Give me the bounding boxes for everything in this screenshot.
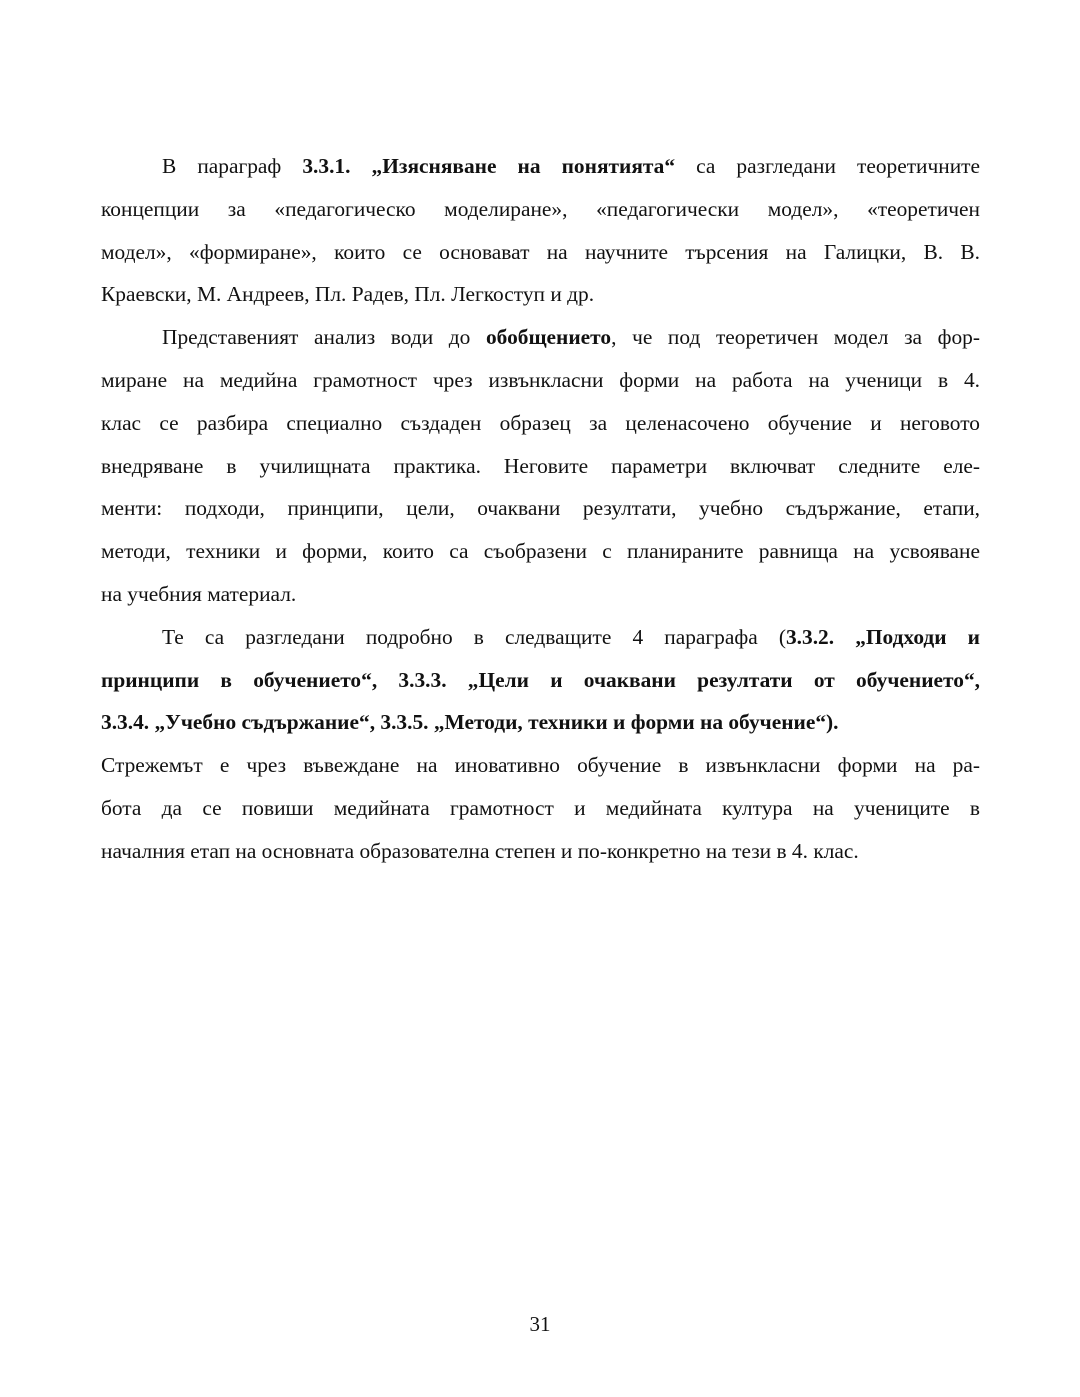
body-text xyxy=(101,145,980,873)
text-run: на учебния материал. xyxy=(101,581,297,606)
paragraph-1-line-3 xyxy=(101,231,980,274)
paragraph-2-line-1 xyxy=(101,316,980,359)
text-run: клас се разбира специално създаден образец за целенасочено обучение и неговото xyxy=(101,410,980,435)
bold-text-run: принципи в обучението“, 3.3.3. „Цели и очаквани резултати от обучението“, xyxy=(101,667,980,692)
paragraph-2-line-3 xyxy=(101,402,980,445)
text-run: методи, техники и форми, които са съобразени с планираните равнища на усвояване xyxy=(101,539,980,564)
paragraph-3-line-3 xyxy=(101,701,980,744)
bold-text-run: обобщението xyxy=(485,325,612,350)
text-run: началния етап на основната образователна степен и по-конкретно на тези в 4. клас. xyxy=(101,838,859,863)
bold-text-run: 3.3.2. „Подходи и xyxy=(785,624,980,649)
paragraph-3-line-2 xyxy=(101,659,980,702)
paragraph-1-line-2 xyxy=(101,188,980,231)
page-number: 31 xyxy=(529,1312,551,1336)
paragraph-2-line-5 xyxy=(101,487,980,530)
paragraph-3-line-1 xyxy=(101,616,980,659)
paragraph-1-line-1 xyxy=(101,145,980,188)
text-run: Стрежемът е чрез въвеждане на иновативно обучение в извънкласни форми на ра- xyxy=(101,753,980,778)
paragraph-1-line-4 xyxy=(101,273,980,316)
paragraph-2-line-2 xyxy=(101,359,980,402)
text-run: модел», «формиране», които се основават на научните търсения на Галицки, В. В. xyxy=(101,239,980,264)
paragraph-3-line-5 xyxy=(101,787,980,830)
text-run: са разгледани теоретичните xyxy=(675,154,980,178)
bold-text-run: 3.3.1. „Изясняване на понятията“ xyxy=(302,154,676,178)
paragraph-3-line-4 xyxy=(101,744,980,787)
text-run: Те са разгледани подробно в следващите 4 параграфа ( xyxy=(162,624,786,649)
text-run: В параграф xyxy=(162,154,303,178)
text-run: Краевски, М. Андреев, Пл. Радев, Пл. Легкоступ и др. xyxy=(101,282,595,307)
paragraph-2-line-7 xyxy=(101,573,980,616)
bold-text-run: 3.3.4. „Учебно съдържание“, 3.3.5. „Методи, техники и форми на обучение“). xyxy=(101,710,839,735)
text-run: менти: подходи, принципи, цели, очаквани резултати, учебно съдържание, етапи, xyxy=(101,496,980,521)
text-run: бота да се повиши медийната грамотност и медийната култура на учениците в xyxy=(101,795,980,820)
paragraph-3-line-6 xyxy=(101,830,980,873)
paragraph-2-line-4 xyxy=(101,445,980,488)
text-run: Представеният анализ води до xyxy=(162,325,486,350)
text-run: , че под теоретичен модел за фор- xyxy=(611,325,980,350)
text-run: внедряване в училищната практика. Неговите параметри включват следните еле- xyxy=(101,453,980,478)
text-run: миране на медийна грамотност чрез извънкласни форми на работа на ученици в 4. xyxy=(101,367,980,392)
paragraph-2-line-6 xyxy=(101,530,980,573)
text-run: концепции за «педагогическо моделиране», «педагогически модел», «теоретичен xyxy=(101,196,980,221)
